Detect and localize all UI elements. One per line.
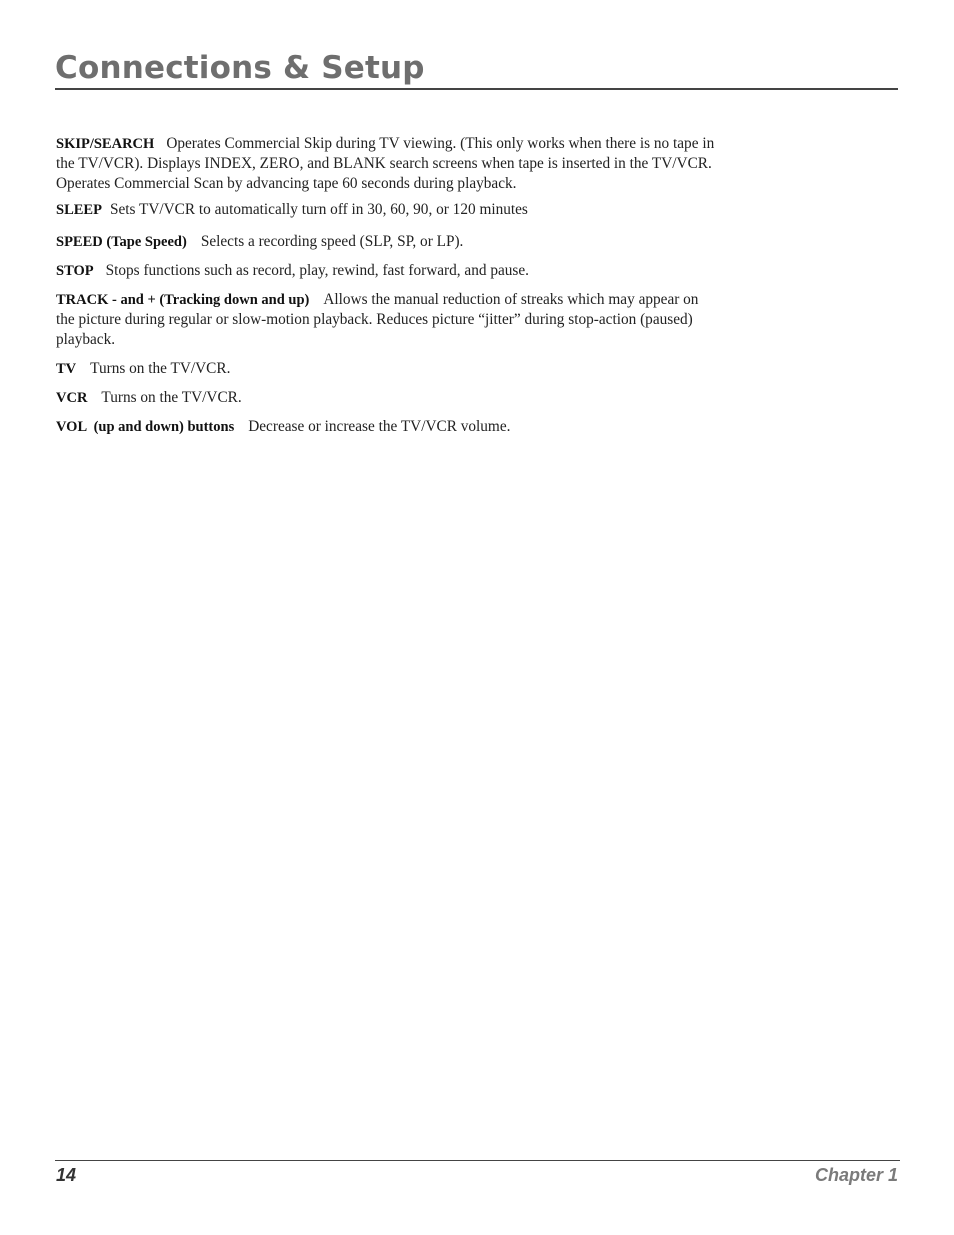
definition-term: SLEEP bbox=[56, 202, 102, 218]
definition-term: TV bbox=[56, 361, 77, 377]
definition-entry-track bbox=[56, 290, 716, 350]
definition-entry-skip-search bbox=[56, 134, 716, 194]
chapter-label: Chapter 1 bbox=[814, 1165, 898, 1185]
definition-entry-speed bbox=[56, 232, 716, 252]
definition-entry-sleep bbox=[56, 200, 716, 220]
definition-entry-vol bbox=[56, 417, 716, 437]
definition-term: SKIP/SEARCH bbox=[56, 136, 155, 152]
definition-term: SPEED (Tape Speed) bbox=[56, 234, 187, 250]
definition-description: Decrease or increase the TV/VCR volume. bbox=[248, 418, 511, 435]
definition-term: TRACK - and + (Tracking down and up) bbox=[56, 292, 310, 308]
definition-description: Stops functions such as record, play, rewind, fast forward, and pause. bbox=[105, 262, 529, 279]
definition-list bbox=[56, 134, 716, 437]
definition-description: Turns on the TV/VCR. bbox=[90, 360, 231, 377]
footer-divider bbox=[55, 1160, 900, 1161]
header-divider bbox=[55, 88, 898, 90]
definition-description: Turns on the TV/VCR. bbox=[101, 389, 242, 406]
definition-entry-stop bbox=[56, 261, 716, 281]
definition-term: STOP bbox=[56, 263, 94, 279]
page-title: Connections & Setup bbox=[55, 50, 425, 86]
definition-description: Allows the manual reduction of streaks which may appear on the picture during regular or slow-motion playback. Reduces picture “jitter” during stop-action (paused) playback. bbox=[56, 291, 699, 348]
definition-description: Selects a recording speed (SLP, SP, or LP). bbox=[200, 233, 464, 250]
page-number: 14 bbox=[56, 1165, 77, 1185]
definition-entry-vcr bbox=[56, 388, 716, 408]
definition-term: VCR bbox=[56, 390, 88, 406]
definition-description: Sets TV/VCR to automatically turn off in 30, 60, 90, or 120 minutes bbox=[109, 201, 528, 218]
definition-description: Operates Commercial Skip during TV viewing. (This only works when there is no tape in the TV/VCR). Displays INDEX, ZERO, and BLANK search screens when tape is inserted in the TV/VCR. Operates Commercial Scan by advancing tape 60 seconds during playback. bbox=[56, 135, 715, 192]
definition-entry-tv bbox=[56, 359, 716, 379]
definition-term: VOL (up and down) buttons bbox=[56, 419, 235, 435]
